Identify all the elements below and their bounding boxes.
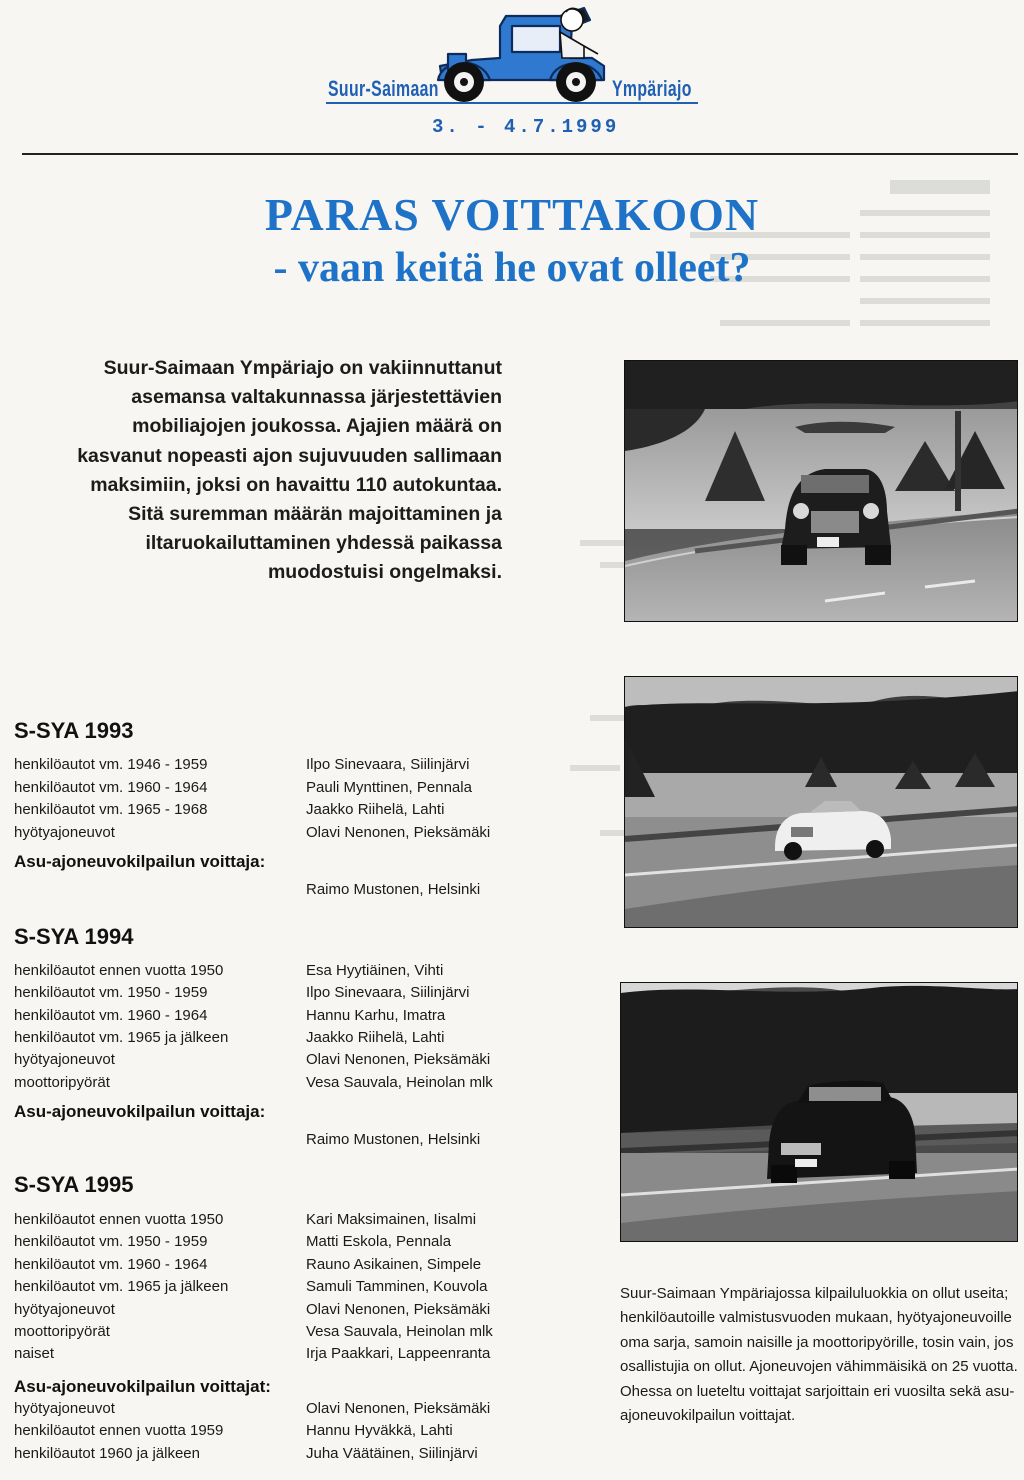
category-label: henkilöautot ennen vuotta 1950 [14, 1211, 224, 1228]
costume-category: hyötyajoneuvot [14, 1400, 115, 1417]
category-label: henkilöautot vm. 1965 - 1968 [14, 801, 208, 818]
category-label: hyötyajoneuvot [14, 1300, 115, 1318]
winner-name: Hannu Karhu, Imatra [306, 1006, 446, 1024]
costume-category: henkilöautot 1960 ja jälkeen [14, 1444, 200, 1462]
costume-contest-label: Asu-ajoneuvokilpailun voittajat: [14, 1377, 271, 1396]
photo-caption: Suur-Saimaan Ympäriajossa kilpailuluokkia on ollut useita; henkilöautoille valmistusvuoden mukaan, hyötyajoneuvoille oma sarja, samoin naisille ja moottoripyörille, tosin vain, jos osallistujia on ollut. Ajoneuvojen vähimmäisikä on 25 vuotta. Ohessa on lueteltu voittajat sarjoittain eri vuosilta sekä asu-ajoneuvokilpailun voittajat. [620, 1285, 1018, 1425]
winner-name: Rauno Asikainen, Simpele [306, 1255, 482, 1273]
photo-white-roadster [624, 676, 1018, 928]
costume-contest-label: Asu-ajoneuvokilpailun voittaja: [14, 852, 266, 871]
winner-name: Irja Paakkari, Lappeenranta [306, 1345, 491, 1363]
winner-name: Vesa Sauvala, Heinolan mlk [306, 1323, 493, 1340]
costume-winner: Juha Väätäinen, Siilinjärvi [306, 1444, 478, 1462]
header-divider [22, 153, 1018, 155]
winner-name: Olavi Nenonen, Pieksämäki [306, 1051, 491, 1069]
winner-name: Vesa Sauvala, Heinolan mlk [306, 1073, 493, 1091]
costume-contest-label: Asu-ajoneuvokilpailun voittaja: [14, 1102, 266, 1121]
category-label: henkilöautot vm. 1960 - 1964 [14, 1255, 208, 1273]
costume-category: henkilöautot ennen vuotta 1959 [14, 1422, 224, 1440]
category-label: henkilöautot vm. 1960 - 1964 [14, 1006, 208, 1024]
logo-text-left: Suur-Saimaan [328, 76, 439, 101]
costume-winner: Raimo Mustonen, Helsinki [306, 881, 481, 898]
costume-winner: Olavi Nenonen, Pieksämäki [306, 1400, 491, 1417]
category-label: moottoripyörät [14, 1073, 110, 1091]
category-label: henkilöautot vm. 1960 - 1964 [14, 778, 208, 796]
section-title: S-SYA 1994 [14, 924, 134, 949]
winner-name: Ilpo Sinevaara, Siilinjärvi [306, 984, 470, 1002]
winner-name: Matti Eskola, Pennala [306, 1233, 452, 1251]
photo-black-saloon [620, 982, 1018, 1242]
winner-name: Pauli Mynttinen, Pennala [306, 778, 472, 796]
headline-main: PARAS VOITTAKOON [264, 189, 760, 240]
category-label: moottoripyörät [14, 1323, 110, 1340]
category-label: henkilöautot vm. 1950 - 1959 [14, 984, 208, 1002]
headline-sub: - vaan keitä he ovat olleet? [273, 245, 751, 291]
winner-name: Jaakko Riihelä, Lahti [306, 1028, 445, 1046]
section-title: S-SYA 1995 [14, 1172, 134, 1197]
category-label: henkilöautot vm. 1946 - 1959 [14, 756, 208, 773]
category-label: hyötyajoneuvot [14, 1051, 115, 1069]
category-label: naiset [14, 1345, 55, 1363]
costume-winner: Hannu Hyväkkä, Lahti [306, 1422, 453, 1440]
category-label: henkilöautot vm. 1950 - 1959 [14, 1233, 208, 1251]
winner-name: Olavi Nenonen, Pieksämäki [306, 1300, 491, 1318]
category-label: hyötyajoneuvot [14, 823, 115, 841]
intro-paragraph: Suur-Saimaan Ympäriajo on vakiinnuttanut asemansa valtakunnassa järjestettävien mobiliajojen joukossa. Ajajien määrä on kasvanut nopeasti ajon sujuvuuden sallimaan maksimiin, joksi on havaittu 110 autokuntaa. Sitä suremman määrän majoittaminen ja iltaruokailuttaminen yhdessä paikassa muodostuisi ongelmaksi. [77, 357, 502, 584]
category-label: henkilöautot vm. 1965 ja jälkeen [14, 1278, 229, 1296]
category-label: henkilöautot ennen vuotta 1950 [14, 962, 224, 979]
event-logo [322, 6, 702, 118]
category-label: henkilöautot vm. 1965 ja jälkeen [14, 1028, 229, 1046]
winner-name: Ilpo Sinevaara, Siilinjärvi [306, 756, 470, 773]
winner-name: Esa Hyytiäinen, Vihti [306, 962, 444, 979]
winner-name: Samuli Tamminen, Kouvola [306, 1278, 488, 1296]
winner-name: Jaakko Riihelä, Lahti [306, 801, 445, 818]
logo-text-right: Ympäriajo [612, 76, 692, 101]
costume-winner: Raimo Mustonen, Helsinki [306, 1131, 481, 1148]
photo-vintage-sedan-lakeside [624, 360, 1018, 622]
event-date: 3. - 4.7.1999 [432, 116, 620, 138]
section-title: S-SYA 1993 [14, 718, 134, 743]
winner-name: Kari Maksimainen, Iisalmi [306, 1211, 477, 1228]
winner-name: Olavi Nenonen, Pieksämäki [306, 823, 491, 841]
